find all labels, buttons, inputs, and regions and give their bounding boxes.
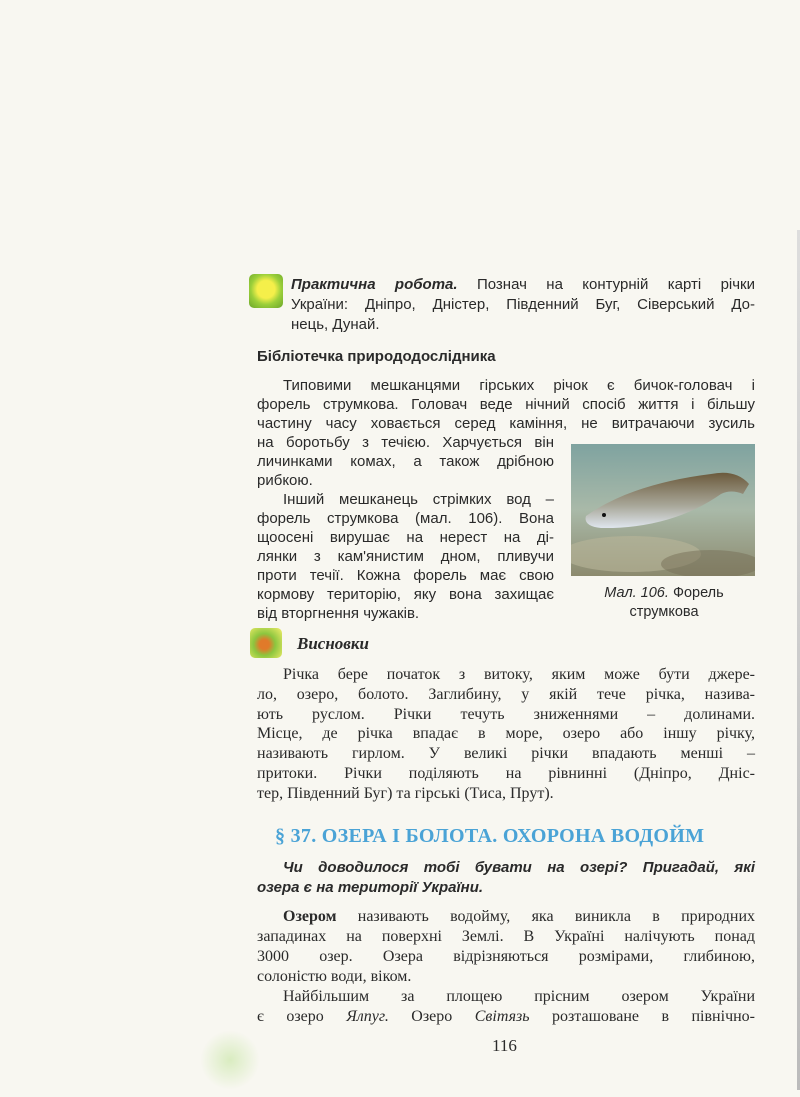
text-line: личинками комах, а також дрібною xyxy=(257,453,554,470)
practical-work-icon xyxy=(249,274,283,308)
text-line: України: Дніпро, Дністер, Південний Буг, Сіверський До- xyxy=(291,296,755,313)
text-line: проти течії. Кожна форель має свою xyxy=(257,567,554,584)
text-line: нець, Дунай. xyxy=(291,316,380,333)
section-question xyxy=(257,858,755,897)
text-line: ло, озеро, болото. Заглибину, у якій тече річка, назива- xyxy=(257,685,755,703)
caption-text: струмкова xyxy=(629,604,699,620)
text-line: притоки. Річки поділяють на рівнинні (Дніпро, Дніс- xyxy=(257,764,755,782)
text-line: 3000 озер. Озера відрізняються розмірами, глибиною, xyxy=(257,948,755,965)
text-line: кормову територію, яку вона захищає xyxy=(257,586,554,603)
section-paragraph-1 xyxy=(257,907,755,1027)
text-line: западинах на поверхні Землі. В Україні налічують понад xyxy=(257,928,755,945)
conclusions-title: Висновки xyxy=(297,634,369,653)
text-run: розташоване в північно- xyxy=(529,1008,756,1025)
text-line: ють руслом. Річки течуть зниженнями – долинами. xyxy=(257,705,755,723)
library-title: Бібліотечка природодослідника xyxy=(257,348,496,365)
practical-work xyxy=(291,275,755,335)
trout-photo xyxy=(571,444,755,576)
text-line: Річка бере початок з витоку, яким може бути джере- xyxy=(283,666,755,683)
section-heading: § 37. ОЗЕРА І БОЛОТА. ОХОРОНА ВОДОЙМ xyxy=(275,825,705,847)
practical-work-lead: Практична робота. xyxy=(291,276,458,293)
page-number: 116 xyxy=(492,1036,517,1055)
text-line: Познач на контурній карті річки xyxy=(476,276,756,293)
caption-label: Мал. 106. xyxy=(604,585,669,601)
text-line: частину часу ховається серед каміння, не витрачаючи зусиль xyxy=(257,415,755,432)
text-line: форель струмкова. Головач веде нічний спосіб життя і більшу xyxy=(257,396,755,413)
text-line: Чи доводилося тобі бувати на озері? Пригадай, які xyxy=(283,859,755,876)
text-line: називають гирлом. У великі річки впадають менші – xyxy=(257,745,755,763)
figure-caption xyxy=(572,584,756,622)
conclusions-icon xyxy=(250,628,282,658)
term-bold: Озером xyxy=(283,908,337,925)
text-line: тер, Південний Буг) та гірські (Тиса, Прут). xyxy=(257,784,554,802)
text-line: Місце, де річка впадає в море, озеро або іншу річку, xyxy=(257,725,755,743)
text-line: рибкою. xyxy=(257,472,313,489)
text-line: лянки з кам'янистим дном, пливучи xyxy=(257,548,554,565)
lake-name: Ялпуг. xyxy=(346,1008,389,1025)
caption-text: Форель xyxy=(672,585,724,601)
corner-decoration xyxy=(200,1030,260,1090)
conclusions-text xyxy=(257,665,755,804)
library-paragraph-1 xyxy=(257,376,755,433)
text-line: озера є на території України. xyxy=(257,878,484,896)
text-line: від вторгнення чужаків. xyxy=(257,605,420,622)
text-line: називають водойму, яка виникла в природних xyxy=(357,908,756,925)
text-line: Інший мешканець стрімких вод – xyxy=(283,491,554,508)
text-run: є озеро xyxy=(257,1008,347,1025)
library-paragraph-1b xyxy=(257,433,554,623)
text-line: форель струмкова (мал. 106). Вона xyxy=(257,510,554,527)
text-line: Найбільшим за площею прісним озером України xyxy=(283,988,755,1005)
text-line: щоосені вирушає на нерест на ді- xyxy=(257,529,554,546)
text-run: Озеро xyxy=(388,1008,475,1025)
text-line: Типовими мешканцями гірських річок є бичок-головач і xyxy=(283,377,755,394)
lake-name: Світязь xyxy=(474,1008,530,1025)
text-line: на боротьбу з течією. Харчується він xyxy=(257,434,554,451)
text-line: солоністю води, віком. xyxy=(257,968,412,985)
